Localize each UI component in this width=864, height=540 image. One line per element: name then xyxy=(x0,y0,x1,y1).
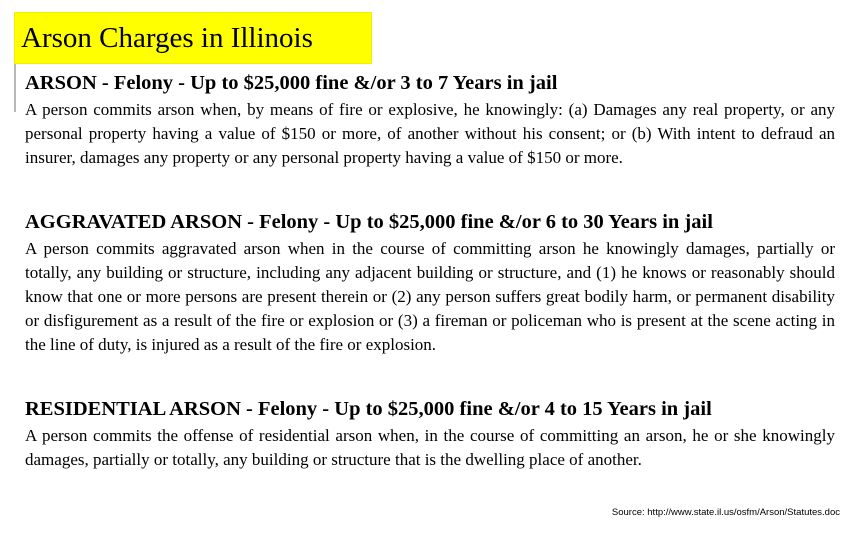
page-title: Arson Charges in Illinois xyxy=(21,22,313,54)
section-body: A person commits arson when, by means of fire or explosive, he knowingly: (a) Damages any real property, or any personal property having a value of $150 or more, of another without his consent; or (b) With intent to defraud an insurer, damages any property or any personal property having a value of $150 or more. xyxy=(25,100,835,167)
section-heading: ARSON - Felony - Up to $25,000 fine &/or 3 to 7 Years in jail xyxy=(25,72,558,94)
section-heading: RESIDENTIAL ARSON - Felony - Up to $25,000 fine &/or 4 to 15 Years in jail xyxy=(25,398,712,420)
left-divider xyxy=(14,64,16,112)
section-arson xyxy=(25,70,835,170)
section-body: A person commits the offense of residential arson when, in the course of committing an arson, he or she knowingly damages, partially or totally, any building or structure that is the dwelling place of another. xyxy=(25,426,835,469)
section-heading: AGGRAVATED ARSON - Felony - Up to $25,000 fine &/or 6 to 30 Years in jail xyxy=(25,211,713,233)
title-banner xyxy=(14,12,372,64)
section-residential-arson xyxy=(25,396,835,472)
source-citation: Source: http://www.state.il.us/osfm/Arson/Statutes.doc xyxy=(611,507,840,518)
section-body: A person commits aggravated arson when in the course of committing arson he knowingly damages, partially or totally, any building or structure, including any adjacent building or structure, and (1) he knows or reasonably should know that one or more persons are present therein or (2) any person suffers great bodily harm, or permanent disability or disfigurement as a result of the fire or explosion or (3) a fireman or policeman who is present at the scene acting in the line of duty, is injured as a result of the fire or explosion. xyxy=(25,239,835,354)
section-aggravated-arson xyxy=(25,209,835,357)
